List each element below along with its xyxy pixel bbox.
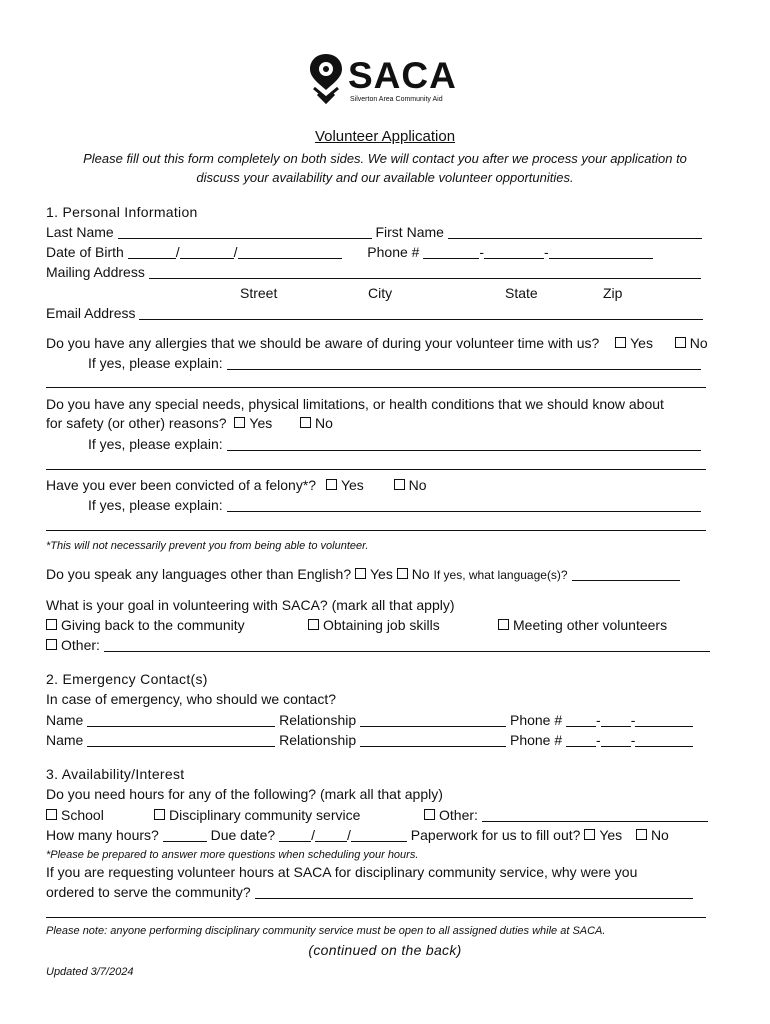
- phone-line-field[interactable]: [549, 245, 653, 259]
- hours-disciplinary-label: Disciplinary community service: [169, 807, 361, 823]
- emergency-name-field-2[interactable]: [87, 733, 275, 747]
- last-name-field[interactable]: [118, 225, 372, 239]
- special-needs-explain-field[interactable]: [227, 437, 701, 451]
- hours-option-school: [46, 806, 104, 824]
- felony-explain-field[interactable]: [227, 498, 701, 512]
- due-day-field[interactable]: [315, 828, 347, 842]
- disciplinary-question-text: ordered to serve the community?: [46, 884, 251, 900]
- goal-other-checkbox[interactable]: [46, 639, 57, 650]
- last-name-label: Last Name: [46, 224, 114, 240]
- disciplinary-reason-field[interactable]: [255, 885, 693, 899]
- felony-question: [46, 476, 426, 494]
- how-many-label: How many hours?: [46, 827, 159, 843]
- email-label: Email Address: [46, 305, 136, 321]
- hours-option-disciplinary: [154, 806, 360, 824]
- felony-no-checkbox[interactable]: [394, 479, 405, 490]
- hours-detail-row: How many hours? Due date? / / Paperwork for us to fill out? Yes No: [46, 827, 669, 843]
- special-needs-no-label: No: [315, 415, 333, 431]
- emergency-phone-line-1[interactable]: [635, 713, 693, 727]
- intro-line-1: Please fill out this form completely on both sides. We will contact you after we process your application to: [83, 151, 687, 166]
- languages-yes-checkbox[interactable]: [355, 568, 366, 579]
- goal-meeting-label: Meeting other volunteers: [513, 617, 668, 633]
- city-caption: City: [368, 285, 393, 301]
- special-needs-explain-label: If yes, please explain:: [88, 436, 223, 452]
- disciplinary-note: Please note: anyone performing disciplinary community service must be open to all assigned duties while at SACA.: [46, 925, 606, 937]
- dob-year-field[interactable]: [238, 245, 342, 259]
- felony-note: *This will not necessarily prevent you from being able to volunteer.: [46, 540, 369, 552]
- felony-explain-label: If yes, please explain:: [88, 497, 223, 513]
- goal-option-meeting: [498, 616, 667, 634]
- saca-logo-icon: [307, 52, 345, 104]
- emergency-phone-prefix-1[interactable]: [601, 713, 631, 727]
- state-caption: State: [505, 285, 538, 301]
- street-caption: Street: [240, 285, 278, 301]
- hours-school-checkbox[interactable]: [46, 809, 57, 820]
- continued-note: (continued on the back): [308, 942, 462, 958]
- logo-tagline: Silverton Area Community Aid: [350, 96, 443, 103]
- email-field[interactable]: [139, 306, 703, 320]
- emergency-name-label: Name: [46, 712, 84, 728]
- felony-explain-row: [88, 496, 701, 514]
- allergies-no-label: No: [689, 335, 708, 351]
- languages-question: Do you speak any languages other than English?: [46, 566, 352, 582]
- emergency-phone-area-2[interactable]: [566, 733, 596, 747]
- hours-other-checkbox[interactable]: [424, 809, 435, 820]
- page-title: Volunteer Application: [314, 128, 456, 145]
- goal-question: What is your goal in volunteering with SACA? (mark all that apply): [46, 597, 455, 613]
- goal-giving-checkbox[interactable]: [46, 619, 57, 630]
- emergency-row-2: Name Relationship Phone # - -: [46, 731, 693, 749]
- phone-label: Phone #: [367, 244, 420, 260]
- goal-skills-label: Obtaining job skills: [323, 617, 440, 633]
- name-row: [46, 223, 702, 241]
- paperwork-yes-label: Yes: [599, 827, 623, 843]
- section-emergency-heading: 2. Emergency Contact(s): [46, 671, 208, 687]
- hours-other-label: Other:: [439, 807, 478, 823]
- special-needs-explain-line-2[interactable]: [46, 469, 706, 470]
- paperwork-no-label: No: [650, 827, 669, 843]
- goal-skills-checkbox[interactable]: [308, 619, 319, 630]
- phone-area-field[interactable]: [423, 245, 479, 259]
- special-needs-text: for safety (or other) reasons?: [46, 415, 227, 431]
- emergency-phone-line-2[interactable]: [635, 733, 693, 747]
- zip-caption: Zip: [603, 285, 623, 301]
- goal-giving-label: Giving back to the community: [61, 617, 245, 633]
- disciplinary-question-line-2: [46, 883, 693, 901]
- first-name-field[interactable]: [448, 225, 702, 239]
- dob-phone-row: Date of Birth / / Phone # - -: [46, 243, 653, 261]
- emergency-prompt: In case of emergency, who should we contact?: [46, 691, 337, 707]
- emergency-name-field-1[interactable]: [87, 713, 275, 727]
- special-needs-yes-label: Yes: [249, 415, 273, 431]
- felony-text: Have you ever been convicted of a felony*?: [46, 477, 317, 493]
- first-name-label: First Name: [375, 224, 444, 240]
- felony-yes-checkbox[interactable]: [326, 479, 337, 490]
- emergency-phone-prefix-2[interactable]: [601, 733, 631, 747]
- mailing-address-field[interactable]: [149, 265, 701, 279]
- emergency-relationship-field-2[interactable]: [360, 733, 506, 747]
- felony-no-label: No: [408, 477, 427, 493]
- languages-no-label: No: [411, 566, 430, 582]
- how-many-field[interactable]: [163, 828, 207, 842]
- special-needs-explain-row: [88, 435, 701, 453]
- prepared-note: *Please be prepared to answer more questions when scheduling your hours.: [46, 849, 419, 861]
- languages-yes-label: Yes: [370, 566, 393, 582]
- mailing-label: Mailing Address: [46, 264, 145, 280]
- languages-row: [46, 565, 680, 584]
- email-row: [46, 304, 703, 322]
- intro-line-2: discuss your availability and our available volunteer opportunities.: [196, 170, 574, 185]
- emergency-relationship-label: Relationship: [279, 712, 357, 728]
- paperwork-yes-checkbox[interactable]: [584, 829, 595, 840]
- languages-no-checkbox[interactable]: [397, 568, 408, 579]
- due-date-label: Due date?: [210, 827, 276, 843]
- due-month-field[interactable]: [279, 828, 311, 842]
- languages-followup: If yes, what language(s)?: [433, 568, 568, 582]
- allergies-yes-label: Yes: [630, 335, 653, 351]
- allergies-question: [46, 334, 708, 352]
- allergies-explain-label: If yes, please explain:: [88, 355, 223, 371]
- dob-label: Date of Birth: [46, 244, 124, 260]
- section-personal-heading: 1. Personal Information: [46, 204, 198, 220]
- goal-other-label: Other:: [61, 637, 100, 653]
- hours-question: Do you need hours for any of the following? (mark all that apply): [46, 786, 443, 802]
- emergency-phone-label: Phone #: [509, 732, 563, 748]
- hours-other-field[interactable]: [482, 808, 708, 822]
- allergies-text: Do you have any allergies that we should be aware of during your volunteer time with us?: [46, 335, 600, 351]
- special-needs-yes-checkbox[interactable]: [234, 417, 245, 428]
- emergency-name-label: Name: [46, 732, 84, 748]
- disciplinary-question-line-1: If you are requesting volunteer hours at SACA for disciplinary community service, why were you: [46, 864, 638, 880]
- phone-prefix-field[interactable]: [484, 245, 544, 259]
- special-needs-line-2: [46, 414, 333, 432]
- hours-disciplinary-checkbox[interactable]: [154, 809, 165, 820]
- goal-meeting-checkbox[interactable]: [498, 619, 509, 630]
- allergies-explain-line-2[interactable]: [46, 387, 706, 388]
- allergies-yes-checkbox[interactable]: [615, 337, 626, 348]
- felony-explain-line-2[interactable]: [46, 530, 706, 531]
- updated-date: Updated 3/7/2024: [46, 966, 134, 978]
- dob-month-field[interactable]: [128, 245, 176, 259]
- dob-day-field[interactable]: [180, 245, 234, 259]
- emergency-row-1: Name Relationship Phone # - -: [46, 711, 693, 729]
- disciplinary-reason-line-2[interactable]: [46, 917, 706, 918]
- mailing-row: [46, 263, 701, 281]
- emergency-phone-area-1[interactable]: [566, 713, 596, 727]
- logo-name: SACA: [348, 55, 457, 96]
- emergency-phone-label: Phone #: [509, 712, 563, 728]
- goal-option-skills: [308, 616, 440, 634]
- due-year-field[interactable]: [351, 828, 407, 842]
- paperwork-no-checkbox[interactable]: [636, 829, 647, 840]
- hours-option-other: [424, 806, 708, 824]
- goal-option-giving: [46, 616, 245, 634]
- allergies-no-checkbox[interactable]: [675, 337, 686, 348]
- emergency-relationship-field-1[interactable]: [360, 713, 506, 727]
- goal-other-field[interactable]: [104, 638, 710, 652]
- special-needs-line-1: Do you have any special needs, physical limitations, or health conditions that we should know about: [46, 396, 664, 412]
- felony-yes-label: Yes: [340, 477, 364, 493]
- emergency-relationship-label: Relationship: [279, 732, 357, 748]
- hours-school-label: School: [61, 807, 104, 823]
- special-needs-no-checkbox[interactable]: [300, 417, 311, 428]
- languages-field[interactable]: [572, 567, 680, 581]
- allergies-explain-field[interactable]: [227, 356, 701, 370]
- section-availability-heading: 3. Availability/Interest: [46, 766, 185, 782]
- goal-other-row: [46, 636, 710, 654]
- paperwork-label: Paperwork for us to fill out?: [410, 827, 581, 843]
- allergies-explain-row: [88, 354, 701, 372]
